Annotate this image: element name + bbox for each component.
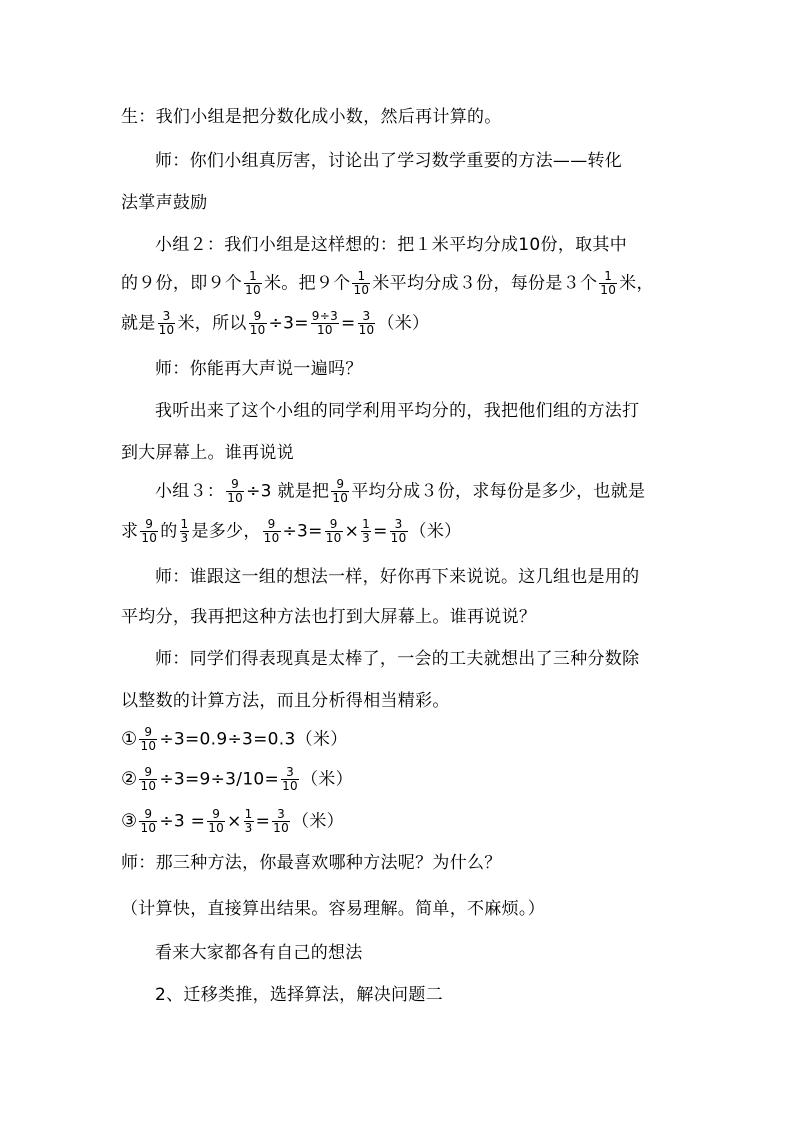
method-1 [121,726,681,753]
text: ÷3 = [159,811,206,832]
fraction-nine-tenths [249,310,267,337]
fraction-one-third [361,518,371,545]
text: ÷3=9÷3/10= [159,769,280,790]
denominator: 10 [273,821,290,835]
method-marker: ① [121,728,138,750]
numerator: 1 [244,270,262,284]
denominator: 10 [600,283,617,297]
text: （米） [292,811,344,832]
line-average-method: 平均分，我再把这种方法也打到大屏幕上。谁再说说？ [121,607,537,627]
denominator: 10 [282,779,298,793]
text: 米平均分成３份，每份是３个 [372,273,598,294]
fraction-one-third [180,518,190,545]
denominator: 10 [332,491,349,505]
text: （米） [377,313,430,334]
fraction-nine-tenths [207,808,225,835]
section-heading-2: 2、迁移类推，选择算法，解决问题二 [155,985,443,1005]
text: 的 [160,521,178,542]
fraction-nine-tenths [331,478,349,505]
fraction-nine-tenths [226,478,244,505]
fraction-nine-tenths [263,518,281,545]
fraction-nine-tenths [139,808,157,835]
text: ÷3 就是把 [246,481,330,502]
fraction-three-tenths [272,808,290,835]
text: （米） [409,521,462,542]
text: 求 [121,521,139,542]
denominator: 10 [245,283,261,297]
line-student-reasons: （计算快，直接算出结果。容易理解。简单，不麻烦。） [121,899,545,919]
numerator: 9 [139,808,157,822]
fraction-three-tenths [158,310,176,337]
numerator: 9 [140,518,158,532]
numerator: 9 [139,726,157,740]
denominator: 10 [140,739,157,753]
numerator: 9 [263,518,281,532]
fraction-nine-div-three-over-ten [311,310,339,337]
line-group3-intro [155,478,715,505]
line-group3-equation [121,518,681,545]
numerator: 9 [226,478,244,492]
denominator: 10 [140,779,157,793]
numerator: 1 [180,517,189,531]
text: 是多少， [191,521,261,542]
numerator: 1 [362,517,371,531]
line-group2-detail [121,270,681,297]
text: = [373,521,388,542]
denominator: 10 [353,283,370,297]
line-teacher-praise: 师：你们小组真厉害，讨论出了学习数学重要的方法——转化 [155,151,623,171]
denominator: 3 [244,821,253,835]
method-marker: ③ [121,810,138,832]
text: 米， [619,273,654,294]
denominator: 3 [362,531,371,545]
text: 平均分成３份，求每份是多少，也就是 [351,481,646,502]
text: 米，所以 [177,313,247,334]
numerator: 3 [390,518,408,532]
line-big-screen: 到大屏幕上。谁再说说 [121,443,294,463]
numerator: 9 [331,478,349,492]
text: 小组３： [155,481,225,502]
fraction-three-tenths [358,310,376,337]
denominator: 10 [263,531,280,545]
line-own-ideas: 看来大家都各有自己的想法 [155,943,363,963]
fraction-nine-tenths [325,518,343,545]
text: × [344,521,360,542]
numerator: 3 [281,766,299,780]
denominator: 10 [208,821,225,835]
numerator: 9÷3 [311,309,339,323]
text: 的９份，即９个 [121,273,243,294]
numerator: 1 [244,807,253,821]
denominator: 10 [227,491,244,505]
numerator: 9 [207,808,225,822]
denominator: 10 [325,531,342,545]
line-teacher-who-else: 师：谁跟这一组的想法一样，好你再下来说说。这几组也是用的 [155,567,640,587]
method-2 [121,766,681,793]
numerator: 9 [139,766,157,780]
fraction-one-third [244,808,254,835]
fraction-one-tenth [352,270,370,297]
numerator: 1 [599,270,617,284]
line-teacher-heard: 我听出来了这个小组的同学利用平均分的，我把他们组的方法打 [155,401,640,421]
denominator: 10 [140,821,157,835]
line-group2-intro: 小组２：我们小组是这样想的：把１米平均分成10份，取其中 [155,235,628,255]
numerator: 3 [272,808,290,822]
denominator: 10 [390,531,407,545]
denominator: 10 [158,323,175,337]
fraction-one-tenth [244,270,262,297]
denominator: 10 [316,323,333,337]
text: 就是 [121,313,156,334]
text: ÷3=0.9÷3=0.3（米） [159,729,348,750]
line-student-answer: 生：我们小组是把分数化成小数，然后再计算的。 [121,107,502,127]
fraction-nine-tenths [139,766,157,793]
line-teacher-question: 师：那三种方法，你最喜欢哪种方法呢？为什么？ [121,853,502,873]
fraction-three-tenths [281,766,299,793]
numerator: 1 [352,270,370,284]
fraction-nine-tenths [139,726,157,753]
line-teacher-summary: 师：同学们得表现真是太棒了，一会的工夫就想出了三种分数除 [155,649,640,669]
text: = [341,313,356,334]
text: 米。把９个 [263,273,351,294]
text: （米） [300,769,353,790]
method-marker: ② [121,768,138,790]
fraction-one-tenth [599,270,617,297]
line-group2-equation [121,310,681,337]
text: ÷3= [282,521,323,542]
fraction-three-tenths [390,518,408,545]
line-applause: 法掌声鼓励 [121,193,208,213]
text: = [255,811,271,832]
line-teacher-ask: 师：你能再大声说一遍吗？ [155,359,363,379]
numerator: 3 [158,310,176,324]
numerator: 9 [249,310,267,324]
text: ÷3= [268,313,309,334]
denominator: 10 [141,531,158,545]
denominator: 3 [180,531,189,545]
method-3 [121,808,681,835]
numerator: 9 [325,518,343,532]
fraction-nine-tenths [140,518,158,545]
text: × [227,811,242,832]
denominator: 10 [249,323,266,337]
numerator: 3 [358,310,376,324]
denominator: 10 [358,323,375,337]
line-summary-cont: 以整数的计算方法，而且分析得相当精彩。 [121,691,450,711]
